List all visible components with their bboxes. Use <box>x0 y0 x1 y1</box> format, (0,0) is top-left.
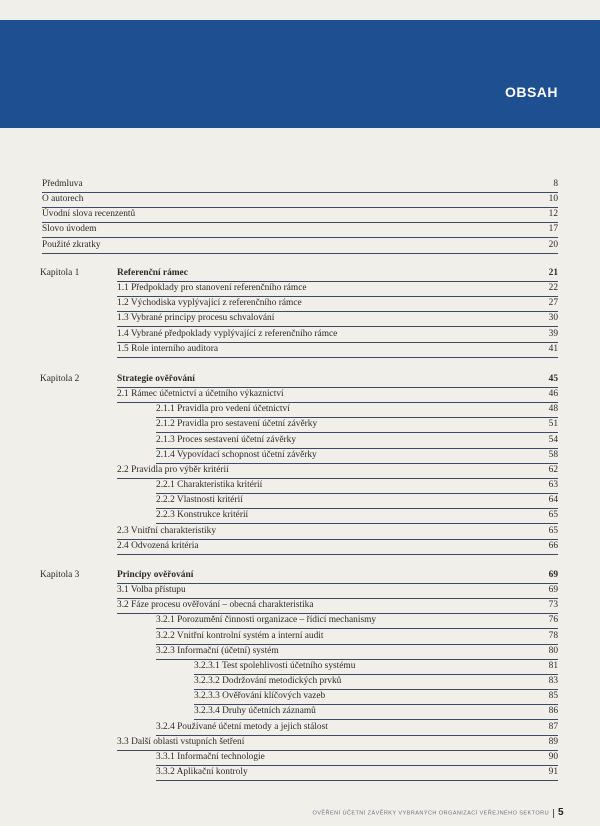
entry-title: 2.1 Rámec účetnictví a účetního výkaznictví <box>117 389 284 400</box>
entry-page-number: 81 <box>548 660 558 671</box>
entry-title: Předmluva <box>42 179 83 189</box>
front-matter-row <box>42 177 558 193</box>
toc-entry-level-1 <box>117 342 558 358</box>
entry-page-number: 21 <box>548 268 558 278</box>
entry-title: Úvodní slova recenzentů <box>42 209 136 220</box>
entry-title: 2.3 Vnitřní charakteristiky <box>117 525 217 536</box>
toc-entry-level-2 <box>156 750 558 766</box>
entry-page-number: 85 <box>548 691 558 702</box>
chapter-title-row <box>117 266 558 282</box>
entry-title: 3.2.3.2 Dodržování metodických prvků <box>194 676 342 687</box>
footer-divider <box>553 809 554 818</box>
entry-page-number: 48 <box>548 404 558 415</box>
entry-title: 2.1.3 Proces sestavení účetní závěrky <box>156 434 297 445</box>
toc-entry-level-2 <box>156 417 558 433</box>
entry-title: 1.5 Role interního auditora <box>117 343 219 354</box>
entry-title: 2.2.3 Konstrukce kritérií <box>156 510 249 521</box>
toc-entry-level-1 <box>117 281 558 297</box>
toc-entry-level-1 <box>117 387 558 403</box>
toc-entry-level-1 <box>117 583 558 599</box>
toc-entry-level-3 <box>194 704 558 720</box>
entry-page-number: 69 <box>548 570 558 580</box>
entry-page-number: 83 <box>548 676 558 687</box>
entry-title: 2.4 Odvozená kritéria <box>117 540 199 551</box>
entry-page-number: 87 <box>548 721 558 732</box>
entry-title: 2.2.1 Charakteristika kritérií <box>156 480 263 491</box>
toc-entry-level-2 <box>156 720 558 736</box>
entry-title: 1.4 Vybrané předpoklady vyplývající z referenčního rámce <box>117 328 338 339</box>
entry-page-number: 86 <box>548 706 558 717</box>
entry-page-number: 80 <box>548 645 558 656</box>
entry-page-number: 91 <box>548 767 558 778</box>
entry-page-number: 62 <box>548 464 558 475</box>
toc-entry-level-1 <box>117 463 558 479</box>
entry-page-number: 41 <box>548 343 558 354</box>
entry-title: 3.3 Další oblasti vstupních šetření <box>117 736 245 747</box>
chapter-title-row <box>117 568 558 584</box>
entry-page-number: 12 <box>548 209 558 220</box>
chapter-label: Kapitola 1 <box>40 268 80 278</box>
entry-page-number: 17 <box>548 224 558 235</box>
toc-entry-level-2 <box>156 629 558 645</box>
front-matter-row <box>42 207 558 223</box>
entry-title: Použité zkratky <box>42 239 101 250</box>
chapter-title-row <box>117 372 558 388</box>
entry-title: 3.2.4 Používané účetní metody a jejich stálost <box>156 721 328 732</box>
entry-title: 3.2 Fáze procesu ověřování – obecná charakteristika <box>117 600 314 611</box>
toc-entry-level-2 <box>156 448 558 464</box>
entry-page-number: 51 <box>548 419 558 430</box>
page-title: OBSAH <box>504 84 558 100</box>
entry-title: 3.3.2 Aplikační kontroly <box>156 767 248 778</box>
entry-page-number: 63 <box>548 480 558 491</box>
chapter-label: Kapitola 3 <box>40 570 80 580</box>
toc-entry-level-1 <box>117 598 558 614</box>
entry-page-number: 39 <box>548 328 558 339</box>
entry-page-number: 73 <box>548 600 558 611</box>
toc-entry-level-1 <box>117 539 558 555</box>
toc-entry-level-3 <box>194 659 558 675</box>
entry-title: 3.3.1 Informační technologie <box>156 751 265 762</box>
entry-page-number: 22 <box>548 283 558 294</box>
entry-title: Strategie ověřování <box>117 374 195 384</box>
entry-title: O autorech <box>42 194 84 205</box>
toc-entry-level-2 <box>156 478 558 494</box>
running-title: OVĚŘENÍ ÚČETNÍ ZÁVĚRKY VYBRANÝCH ORGANIZACÍ VEŘEJNÉHO SEKTORU <box>312 810 550 817</box>
entry-title: 1.2 Východiska vyplývající z referenčního rámce <box>117 298 302 309</box>
entry-page-number: 58 <box>548 449 558 460</box>
entry-page-number: 90 <box>548 751 558 762</box>
toc-entry-level-1 <box>117 296 558 312</box>
toc-entry-level-2 <box>156 493 558 509</box>
entry-page-number: 78 <box>548 630 558 641</box>
entry-title: 1.1 Předpoklady pro stanovení referenčního rámce <box>117 283 307 294</box>
entry-page-number: 89 <box>548 736 558 747</box>
entry-title: 1.3 Vybrané principy procesu schvalování <box>117 313 275 324</box>
entry-title: 3.2.3.4 Druhy účetních záznamů <box>194 706 316 717</box>
entry-title: 3.2.2 Vnitřní kontrolní systém a interní audit <box>156 630 324 641</box>
entry-page-number: 20 <box>548 239 558 250</box>
entry-page-number: 66 <box>548 540 558 551</box>
entry-page-number: 8 <box>553 179 558 189</box>
entry-title: 2.2 Pravidla pro výběr kritérií <box>117 464 229 475</box>
chapter-label: Kapitola 2 <box>40 374 80 384</box>
entry-title: 3.2.3 Informační (účetní) systém <box>156 645 279 656</box>
front-matter-row <box>42 238 558 254</box>
entry-page-number: 46 <box>548 389 558 400</box>
entry-title: 3.2.3.1 Test spolehlivosti účetního systému <box>194 660 356 671</box>
entry-page-number: 30 <box>548 313 558 324</box>
page-number: 5 <box>558 807 564 818</box>
toc-entry-level-1 <box>117 524 558 540</box>
entry-page-number: 69 <box>548 585 558 596</box>
entry-title: 3.2.3.3 Ověřování klíčových vazeb <box>194 691 326 702</box>
entry-page-number: 65 <box>548 510 558 521</box>
front-matter-row <box>42 222 558 238</box>
toc-entry-level-2 <box>156 433 558 449</box>
entry-page-number: 54 <box>548 434 558 445</box>
page-footer <box>313 806 564 820</box>
entry-title: 2.1.1 Pravidla pro vedení účetnictví <box>156 404 290 415</box>
toc-entry-level-3 <box>194 674 558 690</box>
entry-title: Principy ověřování <box>117 570 194 580</box>
toc-entry-level-1 <box>117 311 558 327</box>
toc-entry-level-1 <box>117 735 558 751</box>
entry-page-number: 76 <box>548 615 558 626</box>
entry-page-number: 45 <box>548 374 558 384</box>
entry-title: Referenční rámec <box>117 268 188 278</box>
entry-title: Slovo úvodem <box>42 224 97 235</box>
toc-entry-level-2 <box>156 765 558 781</box>
entry-title: 3.2.1 Porozumění činnosti organizace – řídicí mechanismy <box>156 615 377 626</box>
entry-title: 3.1 Volba přístupu <box>117 585 186 596</box>
toc-entry-level-2 <box>156 644 558 660</box>
entry-title: 2.2.2 Vlastnosti kritérií <box>156 495 243 506</box>
entry-title: 2.1.2 Pravidla pro sestavení účetní závěrky <box>156 419 318 430</box>
entry-page-number: 64 <box>548 495 558 506</box>
toc-entry-level-2 <box>156 613 558 629</box>
toc-entry-level-2 <box>156 508 558 524</box>
toc-entry-level-3 <box>194 689 558 705</box>
front-matter-row <box>42 192 558 208</box>
entry-page-number: 65 <box>548 525 558 536</box>
toc-entry-level-1 <box>117 327 558 343</box>
entry-page-number: 10 <box>548 194 558 205</box>
entry-page-number: 27 <box>548 298 558 309</box>
entry-title: 2.1.4 Vypovídací schopnost účetní závěrky <box>156 449 317 460</box>
toc-entry-level-2 <box>156 402 558 418</box>
